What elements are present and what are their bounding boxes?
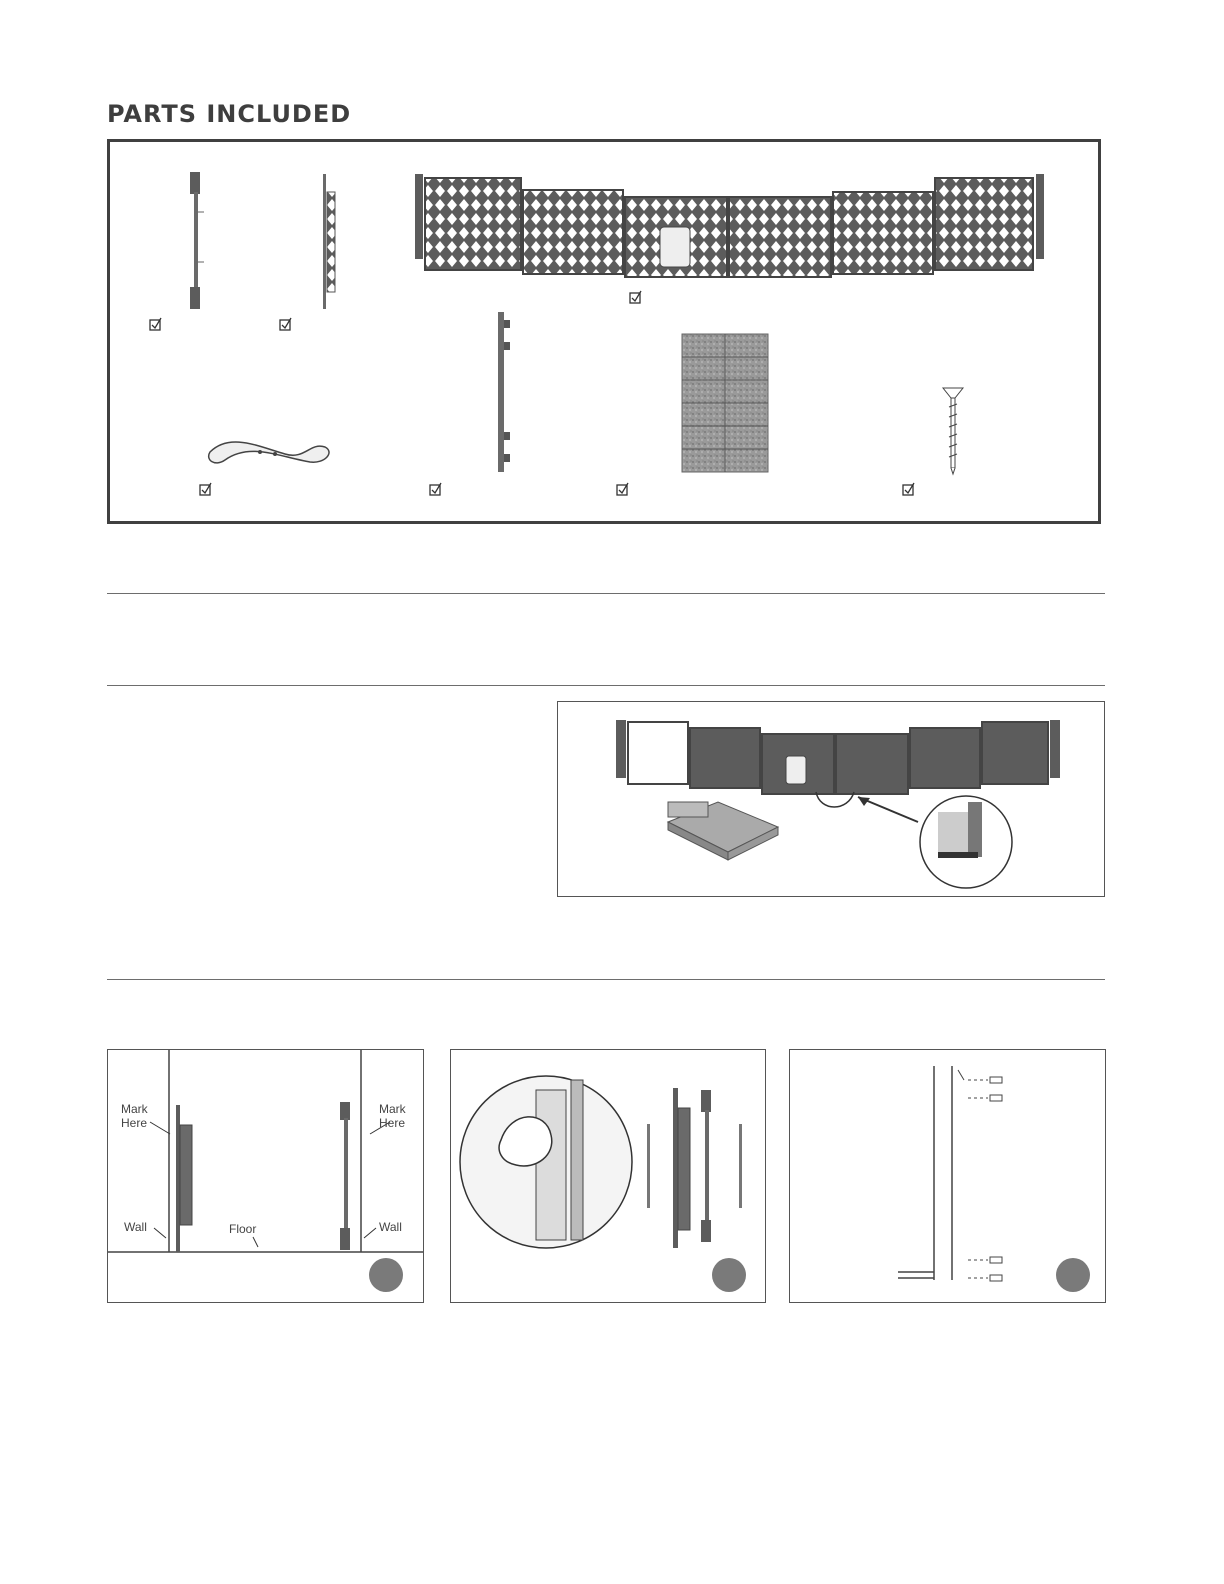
screw-icon [943, 388, 963, 474]
mounting-bracket-icon [498, 312, 510, 472]
mark-here-label-right: Mark Here [379, 1102, 406, 1130]
checkbox-checked-icon [150, 318, 161, 330]
checkbox-checked-icon [903, 483, 914, 495]
section-divider [107, 685, 1105, 686]
step-figure-3 [789, 1049, 1106, 1303]
wall-mount-post-large-icon [190, 172, 204, 309]
parts-included-box [107, 139, 1101, 524]
foam-pads-icon [682, 334, 768, 472]
step-figure-1 [107, 1049, 424, 1303]
strap-icon [209, 442, 329, 463]
step-number-circle [1056, 1258, 1090, 1292]
checkbox-checked-icon [280, 318, 291, 330]
step-number-circle [369, 1258, 403, 1292]
section-divider [107, 979, 1105, 980]
checkbox-checked-icon [200, 483, 211, 495]
page-title: PARTS INCLUDED [107, 100, 352, 128]
foam-placement-figure [557, 701, 1105, 897]
checkbox-checked-icon [430, 483, 441, 495]
wall-label-right: Wall [379, 1220, 402, 1234]
step-figure-2 [450, 1049, 766, 1303]
wall-label-left: Wall [124, 1220, 147, 1234]
floor-label: Floor [229, 1222, 257, 1236]
mark-here-label-left: Mark Here [121, 1102, 148, 1130]
gate-panels-icon [415, 174, 1044, 277]
section-divider [107, 593, 1105, 594]
step-number-circle [712, 1258, 746, 1292]
checkbox-checked-icon [630, 291, 641, 303]
wall-mount-post-small-icon [323, 174, 335, 309]
checkbox-checked-icon [617, 483, 628, 495]
